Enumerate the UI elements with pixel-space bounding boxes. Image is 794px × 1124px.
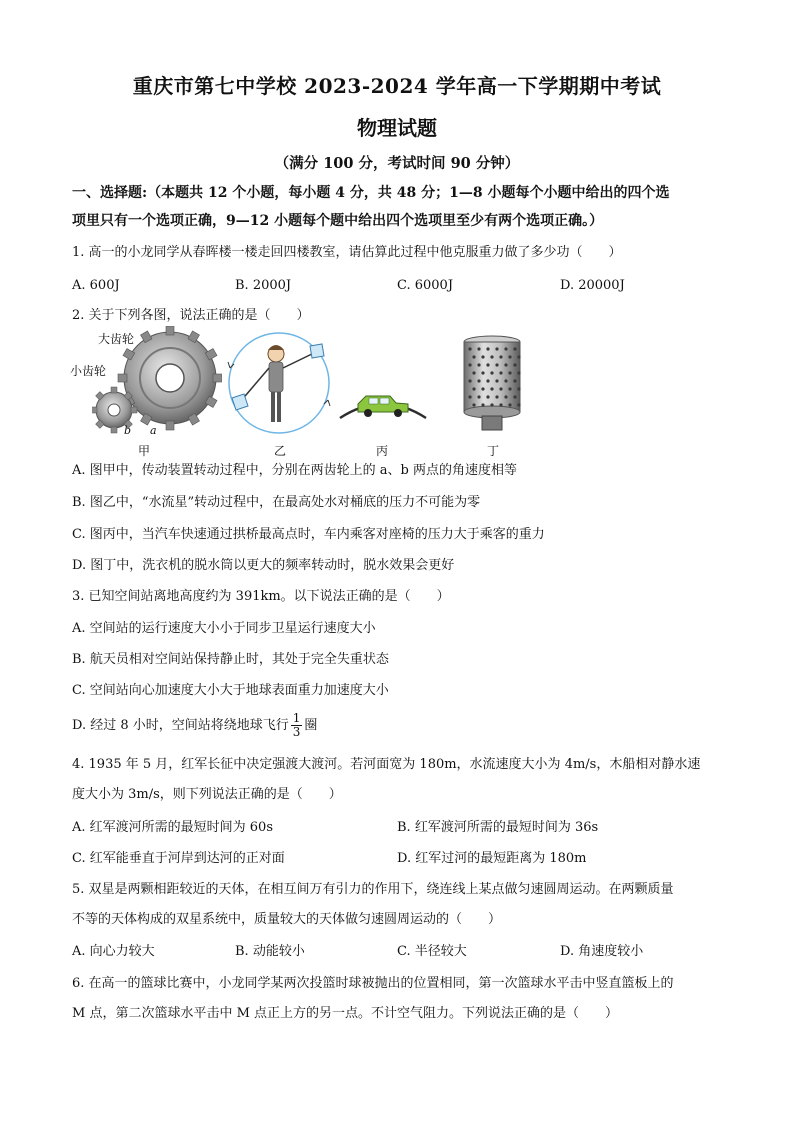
q5-stem-line2: 不等的天体构成的双星系统中，质量较大的天体做匀速圆周运动的（ ） (72, 912, 502, 927)
q2-option-d: D. 图丁中，洗衣机的脱水筒以更大的频率转动时，脱水效果会更好 (72, 558, 455, 573)
one-third-fraction (291, 712, 303, 739)
q2-figures (70, 326, 532, 458)
drum-hole (486, 363, 489, 366)
drum-hole (508, 371, 511, 374)
drum-hole (504, 363, 507, 366)
q6-stem-line2: M 点，第二次篮球水平击中 M 点正上方的另一点。不计空气阻力。下列说法正确的是（ ） (72, 1006, 619, 1021)
drum-hole (472, 387, 475, 390)
drum-hole (468, 379, 471, 382)
drum-hole (517, 355, 520, 358)
drum-hole (468, 363, 471, 366)
drum-hole (472, 403, 475, 406)
q5-option-a: A. 向心力较大 (72, 944, 155, 959)
q5-option-c: C. 半径较大 (397, 944, 467, 959)
q1-option-c: C. 6000J (397, 278, 454, 293)
q4-option-d: D. 红军过河的最短距离为 180m (397, 851, 587, 866)
small-gear-label: 小齿轮 (70, 364, 107, 378)
drum-hole (481, 355, 484, 358)
car-bridge-figure (338, 376, 428, 436)
water-meteor-figure (224, 328, 334, 440)
drum-hole (495, 363, 498, 366)
drum-hole (477, 347, 480, 350)
drum-hole (508, 403, 511, 406)
q2-option-c: C. 图丙中，当汽车快速通过拱桥最高点时，车内乘客对座椅的压力大于乘客的重力 (72, 527, 545, 542)
drum-hole (490, 355, 493, 358)
exam-info: （满分 100 分，考试时间 90 分钟） (274, 155, 520, 172)
drum-hole (486, 347, 489, 350)
drum-hole (490, 403, 493, 406)
figure-yi-label: 乙 (274, 444, 287, 458)
drum-hole (513, 379, 516, 382)
drum-hole (481, 403, 484, 406)
drum-hole (508, 355, 511, 358)
drum-hole (517, 371, 520, 374)
drum-hole (495, 395, 498, 398)
drum-hole (508, 387, 511, 390)
figure-bing-label: 丙 (376, 444, 389, 458)
q4-stem-line1: 4. 1935 年 5 月，红军长征中决定强渡大渡河。若河面宽为 180m，水流速度大小为 4m/s，木船相对静水速 (72, 757, 701, 772)
drum-hole (481, 371, 484, 374)
section-heading-line2: 项里只有一个选项正确，9—12 小题每个题中给出四个选项里至少有两个选项正确。） (72, 213, 604, 229)
drum-hole (499, 403, 502, 406)
figure-ding-label: 丁 (487, 444, 500, 458)
q4-option-c: C. 红军能垂直于河岸到达河的正对面 (72, 851, 285, 866)
q1-option-b: B. 2000J (235, 278, 292, 293)
drum-hole (477, 363, 480, 366)
q5-option-d: D. 角速度较小 (560, 944, 644, 959)
q3-option-b: B. 航天员相对空间站保持静止时，其处于完全失重状态 (72, 652, 389, 667)
subject-title: 物理试题 (357, 116, 437, 140)
drum-hole (499, 371, 502, 374)
q1-option-a: A. 600J (72, 278, 120, 293)
drum-hole (472, 355, 475, 358)
fraction-numerator: 1 (292, 711, 301, 725)
drum-hole (513, 347, 516, 350)
drum-hole (504, 379, 507, 382)
drum-hole (468, 395, 471, 398)
drum-hole (504, 347, 507, 350)
point-b-label: b (124, 424, 132, 437)
drum-hole (495, 347, 498, 350)
drum-hole (499, 355, 502, 358)
q1-option-d: D. 20000J (560, 278, 625, 293)
drum-hole (472, 371, 475, 374)
fraction-denominator: 3 (292, 725, 301, 739)
drum-hole (495, 379, 498, 382)
q5-stem-line1: 5. 双星是两颗相距较近的天体，在相互间万有引力的作用下，绕连线上某点做匀速圆周运动。在两颗质量 (72, 882, 674, 897)
q4-option-a: A. 红军渡河所需的最短时间为 60s (72, 820, 273, 835)
point-a-label: a (150, 424, 157, 437)
drum-hole (517, 403, 520, 406)
drum-hole (513, 363, 516, 366)
exam-title: 重庆市第七中学校 2023-2024 学年高一下学期期中考试 (132, 74, 662, 98)
drum-hole (477, 395, 480, 398)
drum-hole (490, 371, 493, 374)
big-gear-label: 大齿轮 (98, 332, 135, 346)
drum-hole (481, 387, 484, 390)
q3-option-d (72, 712, 317, 739)
q2-stem: 2. 关于下列各图，说法正确的是（ ） (72, 308, 310, 323)
spin-drum-figure (460, 334, 524, 438)
drum-hole (477, 379, 480, 382)
q3-option-d-text: D. 经过 8 小时，空间站将绕地球飞行 (72, 718, 289, 733)
drum-hole (490, 387, 493, 390)
section-heading-line1: 一、选择题:（本题共 12 个小题，每小题 4 分，共 48 分；1—8 小题每个小题中给出的四个选 (72, 185, 670, 201)
q2-option-b: B. 图乙中，“水流星”转动过程中，在最高处水对桶底的压力不可能为零 (72, 495, 481, 510)
q6-stem-line1: 6. 在高一的篮球比赛中，小龙同学某两次投篮时球被抛出的位置相同，第一次篮球水平击中竖直篮板上的 (72, 976, 674, 991)
figure-jia-label: 甲 (138, 444, 151, 458)
q3-option-c: C. 空间站向心加速度大小大于地球表面重力加速度大小 (72, 683, 389, 698)
drum-hole (517, 387, 520, 390)
q3-stem: 3. 已知空间站离地高度约为 391km。以下说法正确的是（ ） (72, 589, 450, 604)
q2-option-a: A. 图甲中，传动装置转动过程中，分别在两齿轮上的 a、b 两点的角速度相等 (72, 463, 517, 478)
q4-option-b: B. 红军渡河所需的最短时间为 36s (397, 820, 599, 835)
q4-stem-line2: 度大小为 3m/s，则下列说法正确的是（ ） (72, 787, 342, 802)
q3-option-d-unit: 圈 (304, 718, 318, 733)
drum-hole (504, 395, 507, 398)
q5-option-b: B. 动能较小 (235, 944, 305, 959)
q1-stem: 1. 高一的小龙同学从春晖楼一楼走回四楼教室，请估算此过程中他克服重力做了多少功（ ） (72, 245, 622, 260)
q3-option-a: A. 空间站的运行速度大小小于同步卫星运行速度大小 (72, 621, 376, 636)
drum-hole (499, 387, 502, 390)
drum-hole (486, 379, 489, 382)
drum-hole (468, 347, 471, 350)
drum-hole (513, 395, 516, 398)
drum-hole (486, 395, 489, 398)
